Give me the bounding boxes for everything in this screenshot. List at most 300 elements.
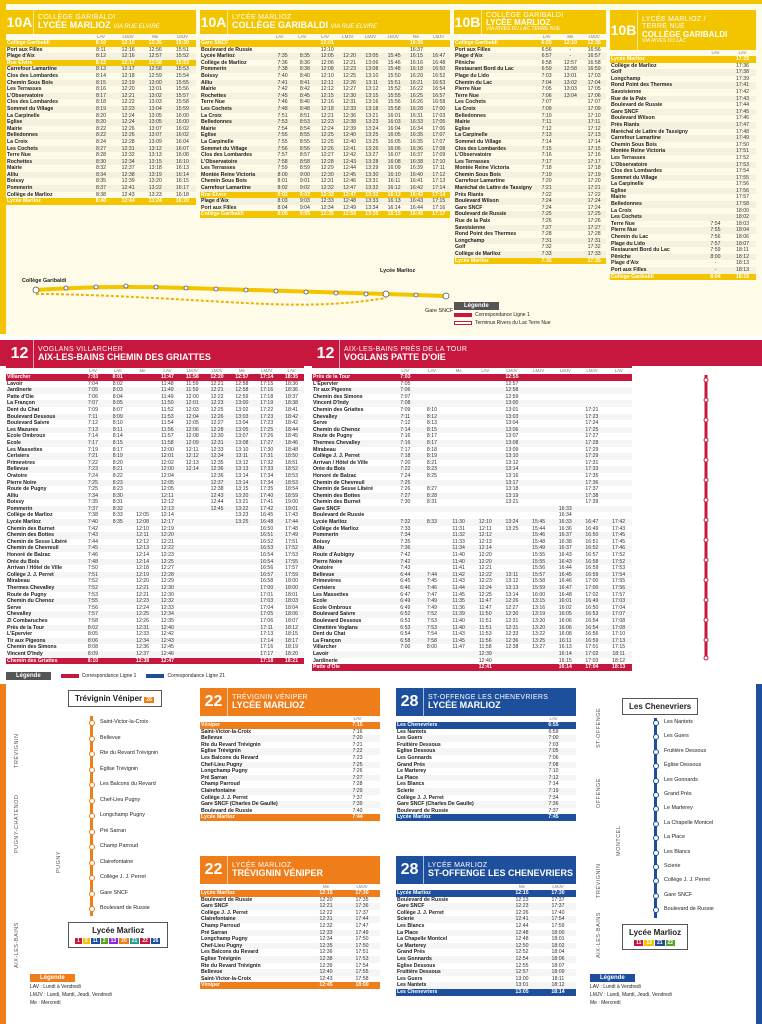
departure-time: 11:35 (445, 598, 472, 605)
departure-time: 7:32 (541, 244, 552, 251)
departure-time: 18:38 (279, 400, 304, 407)
departure-time (229, 592, 254, 599)
departure-time: 8:31 (112, 499, 123, 506)
departure-time: 17:02 (579, 651, 606, 658)
departure-time: 12:14 (136, 552, 150, 559)
stop-name: Gare SNCF (Charles De Gaulle) (200, 801, 335, 808)
stop-name: Cerisiers (312, 585, 392, 592)
zone-label: MONTCEL (616, 825, 622, 856)
line-number: 22 (200, 688, 228, 716)
stop-name: Chevalley (312, 414, 392, 421)
departure-time (105, 611, 130, 618)
departure-time (559, 178, 583, 185)
stop-label: Champ Parroud (100, 843, 139, 849)
departure-time: 17:46 (735, 115, 749, 122)
departure-time: 17:13 (605, 638, 632, 645)
departure-time: 17:12 (428, 172, 450, 179)
departure-time: 7:27 (392, 493, 419, 500)
destination-label: COLLÈGE GARIBALDI (642, 29, 728, 39)
departure-time: 8:27 (87, 146, 114, 153)
departure-time: 11:44 (445, 585, 472, 592)
legend-item: LMJV : Lundi, Mardi, Jeudi, Vendredi (590, 992, 672, 998)
table-row (312, 592, 632, 599)
departure-time (338, 47, 360, 54)
origin-label: VOGLANS VILLARCHER (38, 345, 124, 353)
departure-time: 7:07 (400, 393, 411, 400)
stop-name: Église Trévignin (200, 748, 335, 755)
stop-name: Clairefontaine (200, 916, 308, 923)
departure-time (180, 618, 205, 625)
departure-time: 16:50 (585, 604, 599, 611)
departure-time: 12:33 (316, 198, 338, 205)
departure-time: 11:53 (155, 414, 180, 421)
departure-time (180, 493, 205, 500)
departure-time: 12:26 (515, 909, 529, 916)
stop-name: Champ Parroud (201, 781, 240, 788)
departure-time: 7:58 (87, 617, 98, 624)
stop-name: Pommerin (312, 532, 392, 539)
departure-time (605, 381, 632, 388)
departure-time (559, 126, 583, 133)
stop-name: Les Nantets (396, 982, 504, 989)
stop-name: Jardinerie (6, 387, 81, 394)
table-row (312, 526, 632, 533)
legend-item: Correspondance Ligne 1 (81, 673, 137, 679)
departure-time: 8:25 (426, 472, 438, 479)
departure-time (205, 618, 230, 625)
stop-name: Collège Garibaldi (200, 211, 271, 218)
departure-time: 17:06 (260, 617, 274, 624)
departure-time: 12:38 (505, 644, 519, 651)
departure-time: 16:02 (175, 125, 189, 132)
stop-name: Terre Nue (201, 99, 225, 106)
stop-name: Port aux Filles (7, 46, 43, 53)
departure-time: 12:38 (308, 956, 344, 963)
departure-time: 11:59 (180, 387, 205, 394)
departure-time: 7:25 (87, 486, 98, 493)
departure-time (205, 578, 230, 585)
departure-time: 16:21 (405, 80, 427, 87)
table-row (610, 234, 756, 241)
departure-time: 7:13 (535, 132, 559, 139)
departure-time: 17:31 (582, 238, 606, 245)
departure-time: 16:07 (387, 152, 401, 159)
departure-time: 13:34 (365, 204, 379, 211)
table-row (200, 172, 450, 179)
departure-time: 17:35 (260, 486, 274, 493)
table-row (312, 374, 632, 381)
departure-time: 7:25 (335, 762, 380, 769)
table-row (610, 181, 756, 188)
table-row (6, 427, 304, 434)
departure-time: 16:58 (260, 578, 274, 585)
stop-dot (653, 864, 659, 870)
departure-time: 8:08 (87, 644, 98, 651)
line-22-route-map (8, 688, 196, 978)
departure-time (130, 400, 155, 407)
table-row (312, 453, 632, 460)
departure-time (229, 644, 254, 651)
departure-time: 17:15 (612, 644, 626, 651)
stop-dot (653, 749, 659, 755)
departure-time: 16:56 (260, 565, 274, 572)
table-row (6, 447, 304, 454)
stop-name: Boissy (201, 72, 219, 79)
departure-time: 7:00 (531, 735, 576, 742)
departure-time: 12:10 (320, 72, 334, 79)
departure-time: 13:19 (525, 611, 552, 618)
departure-time: 12:34 (130, 638, 155, 645)
departure-time: 8:14 (112, 433, 123, 440)
departure-time (229, 618, 254, 625)
stop-label: Longchamp Pugny (100, 812, 145, 818)
departure-time: 11:39 (445, 611, 472, 618)
stop-name: Église Dessous (396, 748, 531, 755)
departure-time: 8:51 (299, 112, 310, 119)
table-row (454, 172, 606, 179)
departure-time: 13:03 (148, 99, 162, 106)
departure-time (419, 512, 446, 519)
table-row (6, 387, 304, 394)
stop-name: Primevères (313, 578, 341, 585)
departure-time: 17:35 (585, 472, 599, 479)
departure-time: 13:13 (499, 585, 526, 592)
departure-time: 8:12 (419, 414, 446, 421)
table-row (6, 473, 304, 480)
departure-time: 15:55 (383, 93, 405, 100)
departure-time (338, 40, 360, 47)
departure-time (472, 486, 499, 493)
stop-name: Savoisienne (611, 88, 642, 95)
departure-time (525, 453, 552, 460)
stop-name: Boulevard de Russie (313, 512, 365, 519)
departure-time: 13:14 (229, 480, 254, 487)
departure-time: 17:14 (428, 192, 450, 199)
departure-time: 16:50 (579, 532, 606, 539)
table-row (6, 146, 196, 153)
departure-time: 17:33 (254, 466, 279, 473)
table-row (312, 539, 632, 546)
departure-time (552, 420, 579, 427)
departure-time: 12:23 (478, 578, 492, 585)
departure-time: 16:53 (254, 545, 279, 552)
departure-time: 12:41 (338, 146, 360, 153)
stop-name: Plage d'Aix (6, 53, 87, 60)
table-row (200, 788, 380, 795)
departure-time: 12:55 (515, 962, 529, 969)
departure-time: 13:29 (365, 165, 379, 172)
departure-time: 18:06 (735, 234, 749, 241)
stop-name: Saint-Victor-la-Croix (201, 975, 252, 982)
stop-name: Boissy (7, 499, 25, 506)
departure-time: 8:18 (95, 99, 107, 106)
table-row (312, 631, 632, 638)
departure-time: 12:31 (308, 916, 344, 923)
departure-time: 6:45 (400, 578, 411, 585)
table-row (610, 109, 756, 116)
departure-time: 11:48 (161, 380, 174, 387)
stop-name: Les Cochets (6, 146, 87, 153)
departure-time (205, 585, 230, 592)
departure-time: 7:58 (419, 638, 446, 645)
zone-label: AIX-LES-BAINS (596, 912, 602, 958)
departure-time (472, 400, 499, 407)
departure-time: 7:07 (81, 400, 106, 407)
stop-name: Chemin Sous Bois (201, 178, 247, 185)
departure-time: 7:15 (535, 146, 559, 153)
departure-time: 13:04 (142, 106, 169, 113)
stop-name: Terre Nue (611, 220, 635, 227)
departure-time: 18:36 (279, 387, 304, 394)
departure-time: 8:53 (294, 119, 316, 126)
departure-time: 6:53 (392, 625, 419, 632)
table-row (200, 735, 380, 742)
departure-time: 12:19 (160, 525, 174, 532)
departure-time: 12:42 (160, 631, 174, 638)
departure-time: 17:38 (729, 69, 756, 76)
departure-time: 16:00 (532, 591, 546, 598)
line-badge: 12 (646, 940, 652, 946)
stop-name: Église (200, 132, 271, 139)
stop-name: Bellevue (6, 466, 81, 473)
departure-time: 7:19 (531, 788, 576, 795)
departure-time (605, 420, 632, 427)
stop-name: Carrefour Lamartine (200, 185, 271, 192)
departure-time: 12:58 (142, 66, 169, 73)
timetable-28-return (396, 856, 576, 1020)
departure-time: 12:13 (478, 538, 492, 545)
departure-time: 17:07 (605, 611, 632, 618)
departure-time (445, 374, 472, 381)
table-row (6, 519, 304, 526)
table-row (454, 231, 606, 238)
departure-time: 12:43 (155, 638, 180, 645)
departure-time (445, 493, 472, 500)
departure-time (559, 139, 583, 146)
table-row (454, 60, 606, 67)
departure-time: 17:40 (551, 909, 565, 916)
departure-time: 8:05 (105, 400, 130, 407)
table-row (312, 466, 632, 473)
table-row (6, 192, 196, 199)
departure-time: 13:12 (142, 146, 169, 153)
departure-time: 7:24 (535, 198, 559, 205)
departure-time: 13:11 (229, 453, 254, 460)
departure-time: 18:04 (729, 227, 756, 234)
departure-time: 18:02 (540, 943, 576, 950)
departure-time: 12:57 (504, 969, 540, 976)
departure-time (525, 427, 552, 434)
legend-item: Correspondance Ligne 1 (475, 312, 530, 318)
legend-title: Légende (6, 672, 51, 680)
departure-time: 7:34 (548, 794, 559, 801)
departure-time: 16:56 (587, 46, 601, 53)
departure-time: 8:20 (112, 459, 123, 466)
stop-name: Carrefour Lamartine (455, 178, 505, 185)
departure-time: 12:44 (343, 165, 357, 172)
stop-name: Boulevard de Russie (397, 807, 449, 814)
departure-time: 18:13 (729, 267, 756, 274)
table-row (6, 532, 304, 539)
table-row (6, 132, 196, 139)
stop-dot (89, 798, 95, 804)
stop-name: La Chapelle Montcel (397, 936, 448, 943)
departure-time: 12:31 (115, 146, 142, 153)
departure-time: 7:41 (271, 80, 293, 87)
departure-time: 12:16 (121, 46, 135, 53)
table-row (6, 99, 196, 106)
departure-time: 12:13 (130, 545, 155, 552)
departure-time (525, 447, 552, 454)
departure-time (472, 374, 499, 381)
table-row (312, 519, 632, 526)
departure-time: 8:28 (95, 152, 107, 159)
departure-time: 16:04 (387, 125, 401, 132)
line-number: 10B (454, 10, 482, 34)
departure-time: 11:54 (161, 420, 174, 427)
departure-time (552, 473, 579, 480)
stop-name: Collège de Marlioz (201, 59, 247, 66)
departure-time: 16:15 (383, 211, 405, 218)
origin-label: LYCÉE MARLIOZ (232, 13, 292, 21)
departure-time (180, 611, 205, 618)
departure-time: 17:13 (582, 132, 606, 139)
departure-time (499, 506, 526, 513)
departure-time: 18:19 (285, 644, 299, 651)
departure-time: 7:36 (392, 545, 419, 552)
table-row (610, 115, 756, 122)
departure-time: 12:18 (136, 565, 150, 572)
departure-time: 17:31 (254, 453, 279, 460)
stop-dot (89, 751, 95, 757)
table-row (200, 106, 450, 113)
departure-time: 12:14 (130, 559, 155, 566)
table-row (6, 53, 196, 60)
departure-time: 8:22 (112, 472, 123, 479)
stop-name: Rond Point des Thermes (610, 82, 702, 89)
departure-time: 13:07 (148, 125, 162, 132)
stop-name: La Croix (454, 106, 535, 113)
departure-time: 19:00 (285, 499, 299, 506)
table-row (454, 53, 606, 60)
departure-time: 18:11 (551, 975, 565, 982)
departure-time: 7:56 (87, 604, 98, 611)
departure-time: 17:02 (585, 591, 599, 598)
departure-time: 7:57 (277, 152, 288, 159)
departure-time: 12:24 (136, 604, 150, 611)
departure-time (180, 486, 205, 493)
departure-time: 7:43 (81, 532, 106, 539)
departure-time (499, 512, 526, 519)
table-row (312, 605, 632, 612)
departure-time: 16:56 (585, 631, 599, 638)
departure-time (419, 565, 446, 572)
departure-time: 12:56 (148, 46, 162, 53)
table-row (396, 989, 576, 996)
departure-time: 12:57 (505, 380, 519, 387)
departure-time: 7:42 (400, 552, 411, 559)
stop-name: Honoré de Balzac (313, 472, 357, 479)
departure-time: 18:41 (285, 406, 299, 413)
column-header: Me LMJV (518, 884, 564, 889)
stop-name: Collège de Marlioz (7, 191, 53, 198)
departure-time: 16:49 (585, 525, 599, 532)
departure-time: 18:46 (279, 440, 304, 447)
departure-time (180, 625, 205, 632)
table-row (200, 159, 450, 166)
departure-time (702, 188, 729, 195)
departure-time: 12:32 (155, 598, 180, 605)
departure-time (559, 205, 583, 212)
departure-time: 11:43 (452, 631, 465, 638)
departure-time: 12:30 (316, 172, 338, 179)
departure-time (445, 414, 472, 421)
departure-time: 16:38 (405, 159, 427, 166)
departure-time (105, 658, 130, 665)
departure-time (445, 506, 472, 513)
table-row (312, 598, 632, 605)
stop-name: Collège de Marlioz (454, 251, 535, 258)
table-row (200, 762, 380, 769)
table-row (396, 748, 576, 755)
departure-time: 12:21 (210, 380, 224, 387)
departure-time: 17:04 (612, 604, 626, 611)
legend-bottom-left (30, 974, 112, 1006)
stop-name: Pommerin (200, 66, 271, 73)
departure-time (605, 414, 632, 421)
departure-time (105, 625, 130, 632)
stop-label: Gare SNCF (100, 889, 129, 896)
departure-time (552, 400, 579, 407)
departure-time (419, 559, 446, 566)
departure-time: 16:47 (428, 53, 450, 60)
stop-name: Lycée Marlioz (454, 258, 535, 265)
departure-time: 12:40 (338, 132, 360, 139)
table-row (454, 251, 606, 258)
departure-time: 12:48 (515, 936, 529, 943)
departure-time: 16:58 (587, 59, 601, 66)
departure-time: 12:32 (316, 185, 338, 192)
departure-time: 17:39 (585, 499, 599, 506)
departure-time: 7:06 (392, 387, 419, 394)
departure-time: 8:03 (271, 198, 293, 205)
table-row (6, 493, 304, 500)
departure-time: 12:35 (308, 943, 344, 950)
departure-time (105, 559, 130, 566)
departure-time (472, 447, 499, 454)
stop-name: Scierie (396, 916, 504, 923)
departure-time: 6:55 (531, 722, 576, 729)
departure-time: 12:26 (316, 146, 338, 153)
table-row (6, 40, 196, 47)
departure-time: 17:28 (587, 231, 601, 238)
departure-time (702, 69, 729, 76)
stop-dot (89, 860, 95, 866)
departure-time: 18:37 (285, 393, 299, 400)
departure-time (702, 122, 729, 129)
departure-time: 7:34 (81, 493, 106, 500)
departure-time: 7:47 (426, 591, 438, 598)
table-row (454, 185, 606, 192)
departure-time: 13:01 (504, 982, 540, 989)
departure-time: 9:02 (294, 185, 316, 192)
departure-time: 17:45 (612, 538, 626, 545)
map-label-gare: Gare SNCF (425, 308, 454, 314)
departure-time (205, 625, 230, 632)
departure-time: 12:35 (142, 40, 169, 47)
departure-time: 17:17 (582, 159, 606, 166)
departure-time (552, 381, 579, 388)
